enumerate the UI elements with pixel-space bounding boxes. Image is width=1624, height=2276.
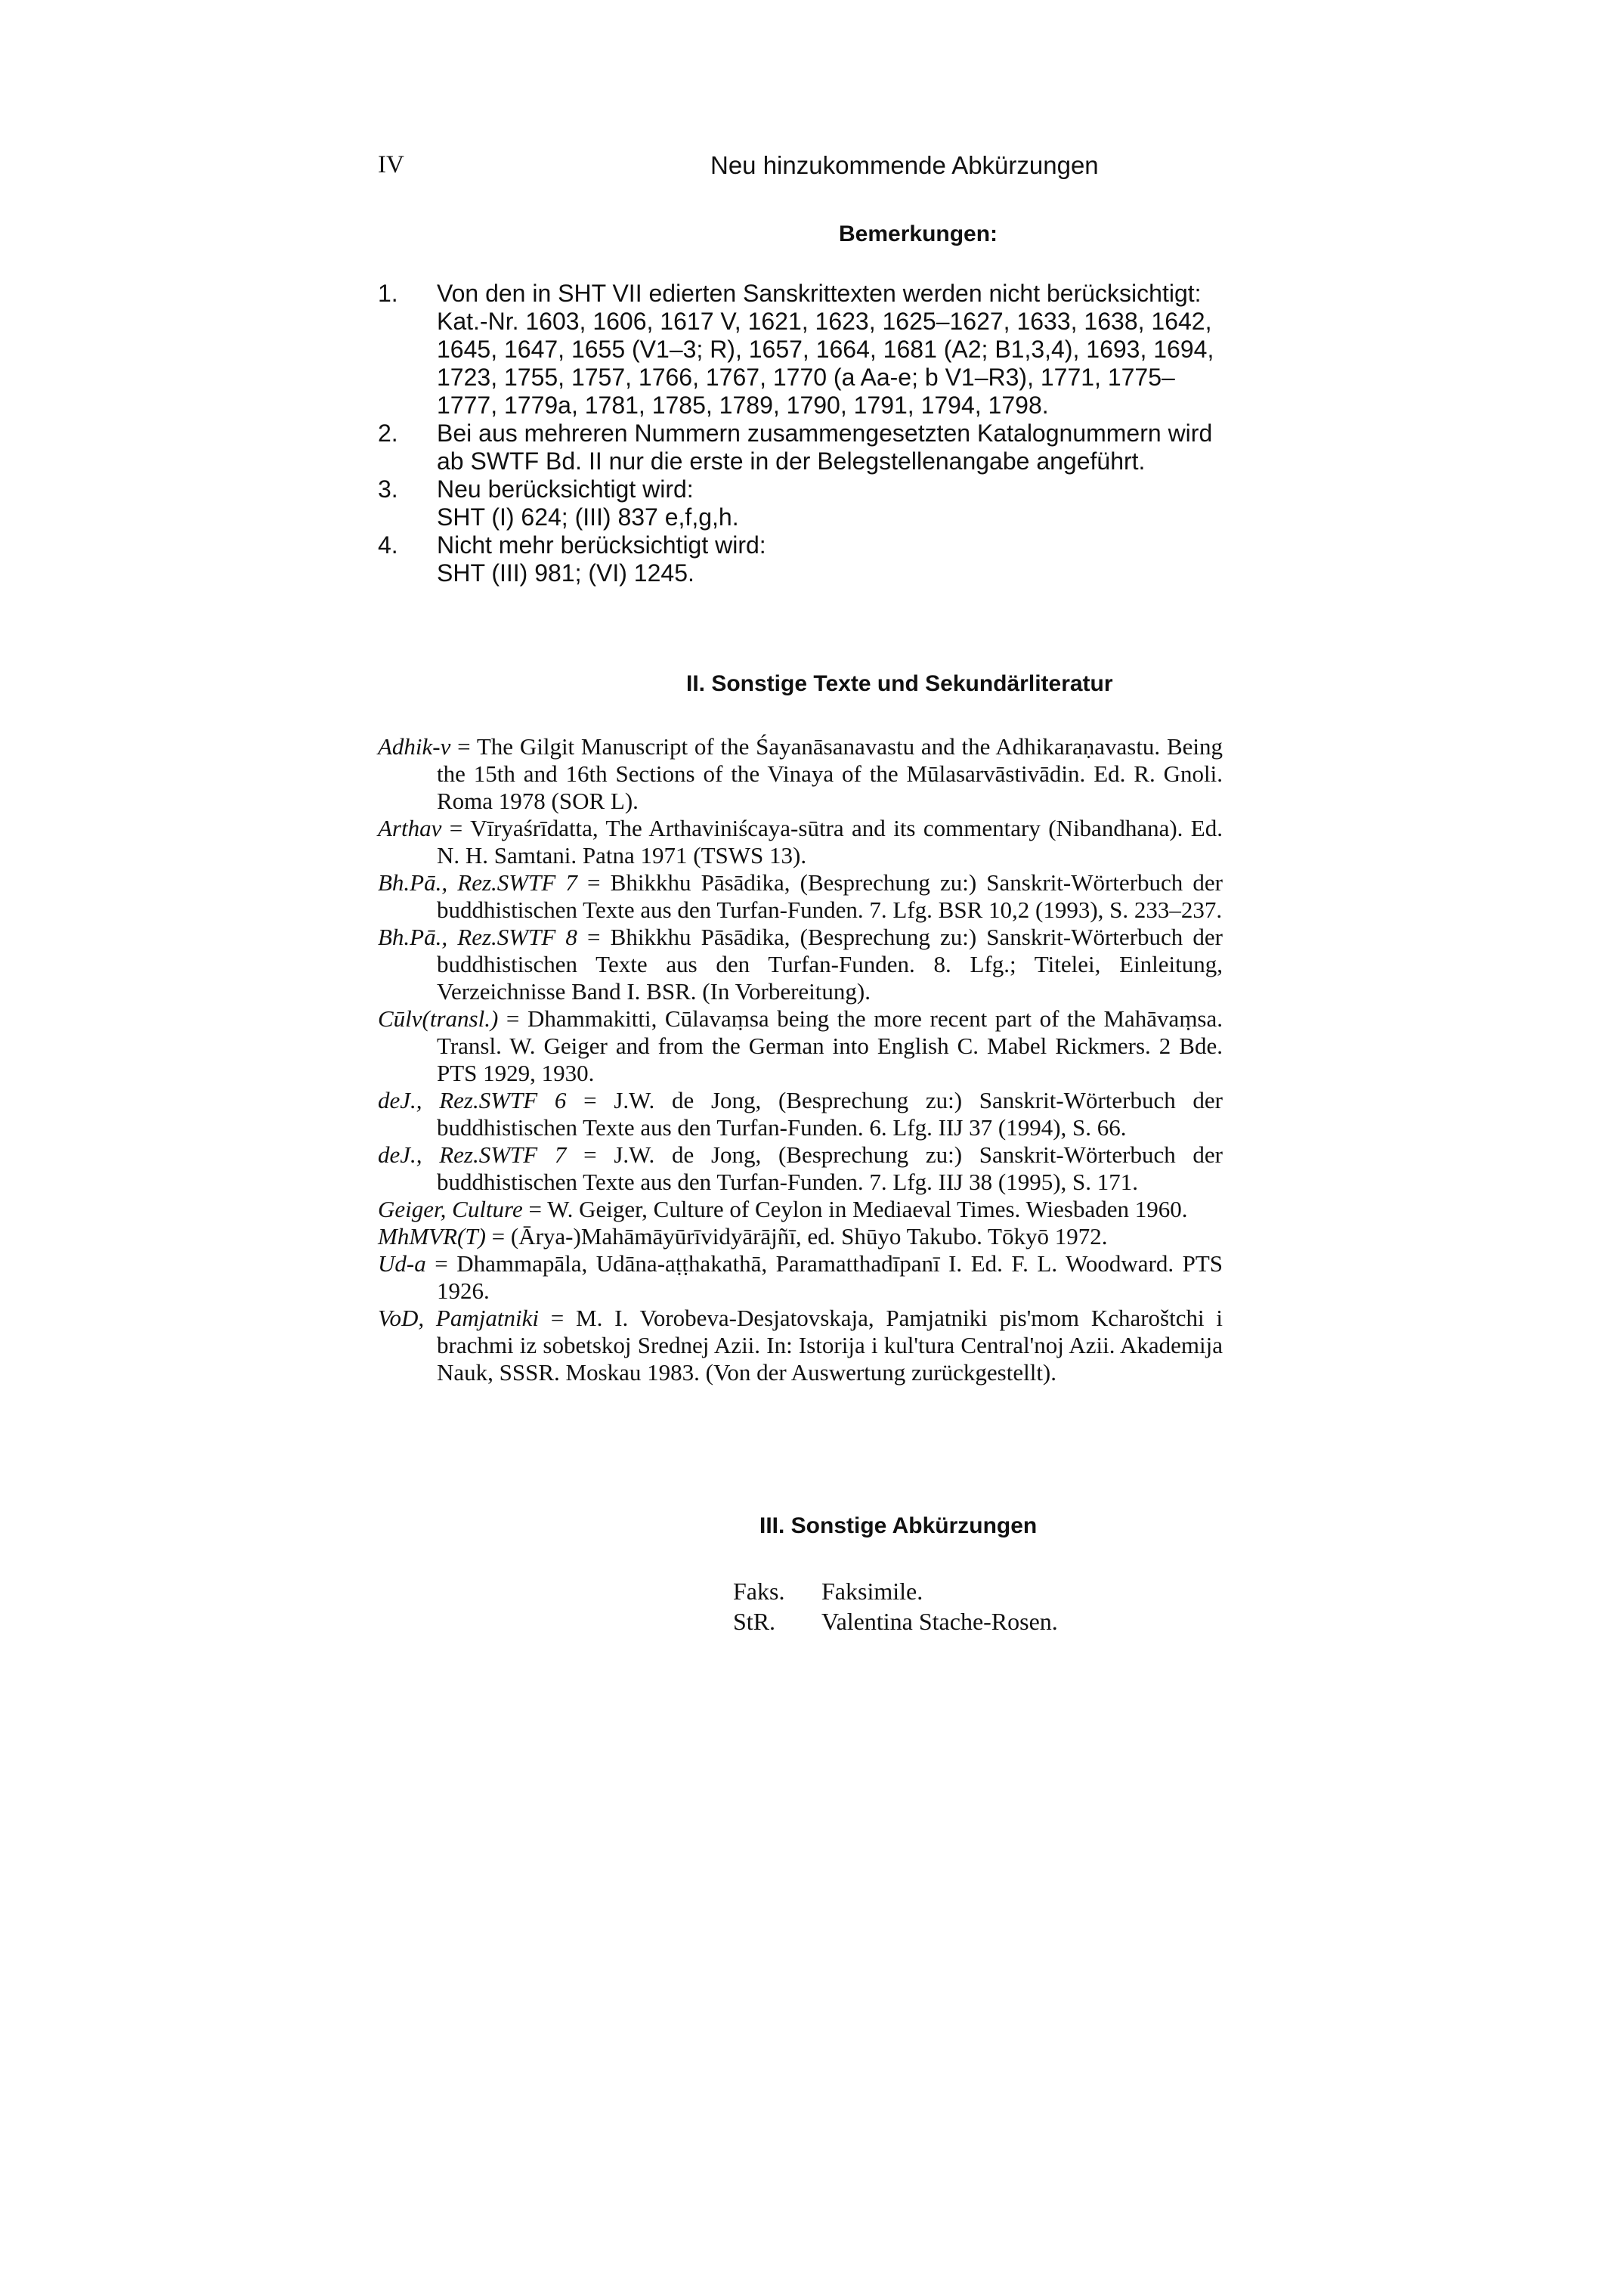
remark-text: Neu berücksichtigt wird: [437, 475, 694, 503]
misc-key: Faks. [733, 1578, 785, 1605]
remark-text: Von den in SHT VII edierten Sanskrittexten werden nicht berücksichtigt: [437, 280, 1202, 307]
misc-entry [733, 1606, 1058, 1637]
entry-abbreviation: MhMVR(T) [378, 1223, 486, 1249]
bibliography-entry [378, 1223, 1223, 1250]
entry-abbreviation: Cūlv(transl.) [378, 1005, 499, 1032]
entry-abbreviation: deJ., Rez.SWTF 7 [378, 1141, 567, 1168]
remark-detail: SHT (III) 981; (VI) 1245. [437, 559, 694, 587]
remark-number: 3. [378, 475, 398, 503]
entry-text: = Vīryaśrīdatta, The Arthaviniścaya-sūtra and its commentary (Nibandhana). Ed. N. H. Samtani. Patna 1971 (TSWS 13). [437, 815, 1223, 869]
remark-detail: SHT (I) 624; (III) 837 e,f,g,h. [437, 503, 739, 531]
remark-number: 2. [378, 420, 398, 447]
entry-text: = (Ārya-)Mahāmāyūrīvidyārājñī, ed. Shūyo Takubo. Tōkyō 1972. [491, 1223, 1108, 1249]
remark-item [378, 531, 1217, 587]
entry-abbreviation: Bh.Pā., Rez.SWTF 8 [378, 924, 577, 950]
section2-heading: II. Sonstige Texte und Sekundärliteratur [686, 671, 1113, 696]
bibliography-list [378, 733, 1223, 1386]
misc-value: Valentina Stache-Rosen. [821, 1608, 1058, 1635]
entry-text: = J.W. de Jong, (Besprechung zu:) Sanskrit-Wörterbuch der buddhistischen Texte aus den Turfan-Funden. 6. Lfg. IIJ 37 (1994), S. 66. [437, 1087, 1223, 1141]
entry-abbreviation: deJ., Rez.SWTF 6 [378, 1087, 567, 1113]
bibliography-entry [378, 1141, 1223, 1196]
entry-text: = Bhikkhu Pāsādika, (Besprechung zu:) Sanskrit-Wörterbuch der buddhistischen Texte aus den Turfan-Funden. 8. Lfg.; Titelei, Einleitung, Verzeichnisse Band I. BSR. (In Vorbereitung). [437, 924, 1223, 1005]
bibliography-entry [378, 1087, 1223, 1141]
page-header [378, 151, 1224, 197]
bibliography-entry [378, 1305, 1223, 1386]
entry-text: = J.W. de Jong, (Besprechung zu:) Sanskrit-Wörterbuch der buddhistischen Texte aus den Turfan-Funden. 7. Lfg. IIJ 38 (1995), S. 171. [437, 1141, 1223, 1195]
entry-text: = M. I. Vorobeva-Desjatovskaja, Pamjatniki pis'mom Kcharoštchi i brachmi iz sobetskoj Srednej Azii. In: Istorija i kul'tura Central'noj Azii. Akademija Nauk, SSSR. Moskau 1983. (Von der Auswertung zurückgestellt). [437, 1305, 1223, 1386]
entry-abbreviation: Arthav [378, 815, 442, 841]
entry-abbreviation: VoD, Pamjatniki [378, 1305, 539, 1331]
misc-key: StR. [733, 1608, 776, 1635]
remark-item [378, 280, 1217, 420]
entry-text: = W. Geiger, Culture of Ceylon in Mediaeval Times. Wiesbaden 1960. [528, 1196, 1188, 1222]
entry-text: = Bhikkhu Pāsādika, (Besprechung zu:) Sanskrit-Wörterbuch der buddhistischen Texte aus den Turfan-Funden. 7. Lfg. BSR 10,2 (1993), S. 233–237. [437, 869, 1223, 923]
bibliography-entry [378, 924, 1223, 1005]
entry-text: = Dhammapāla, Udāna-aṭṭhakathā, Paramatthadīpanī I. Ed. F. L. Woodward. PTS 1926. [435, 1250, 1223, 1304]
running-title: Neu hinzukommende Abkürzungen [710, 151, 1099, 179]
remarks-heading: Bemerkungen: [839, 221, 998, 246]
bibliography-entry [378, 1250, 1223, 1305]
remark-item [378, 475, 1217, 531]
remark-number: 4. [378, 531, 398, 559]
remark-text: Bei aus mehreren Nummern zusammengesetzten Katalognummern wird ab SWTF Bd. II nur die erste in der Belegstellenangabe angeführt. [437, 420, 1213, 475]
misc-abbreviations [733, 1576, 1058, 1637]
entry-text: = The Gilgit Manuscript of the Śayanāsanavastu and the Adhikaraṇavastu. Being the 15th and 16th Sections of the Vinaya of the Mūlasarvāstivādin. Ed. R. Gnoli. Roma 1978 (SOR L). [437, 733, 1223, 814]
bibliography-entry [378, 1196, 1223, 1223]
remarks-list [378, 280, 1217, 587]
section3-heading: III. Sonstige Abkürzungen [759, 1513, 1038, 1538]
entry-text: = Dhammakitti, Cūlavaṃsa being the more recent part of the Mahāvaṃsa. Transl. W. Geiger and from the German into English C. Mabel Rickmers. 2 Bde. PTS 1929, 1930. [437, 1005, 1223, 1086]
misc-entry [733, 1576, 1058, 1606]
bibliography-entry [378, 869, 1223, 924]
entry-abbreviation: Adhik-v [378, 733, 451, 760]
bibliography-entry [378, 1005, 1223, 1087]
misc-value: Faksimile. [821, 1578, 923, 1605]
remark-item [378, 420, 1217, 475]
entry-abbreviation: Geiger, Culture [378, 1196, 523, 1222]
bibliography-entry [378, 815, 1223, 869]
entry-abbreviation: Bh.Pā., Rez.SWTF 7 [378, 869, 577, 896]
bibliography-entry [378, 733, 1223, 815]
remark-text: Nicht mehr berücksichtigt wird: [437, 531, 766, 559]
page-number: IV [378, 151, 404, 178]
remark-detail: Kat.-Nr. 1603, 1606, 1617 V, 1621, 1623, 1625–1627, 1633, 1638, 1642, 1645, 1647, 1655 (V1–3; R), 1657, 1664, 1681 (A2; B1,3,4), 1693, 1694, 1723, 1755, 1757, 1766, 1767, 1770 (a Aa-e; b V1–R3), 1771, 1775–1777, 1779a, 1781, 1785, 1789, 1790, 1791, 1794, 1798. [437, 308, 1214, 419]
remark-number: 1. [378, 280, 398, 307]
entry-abbreviation: Ud-a [378, 1250, 426, 1277]
